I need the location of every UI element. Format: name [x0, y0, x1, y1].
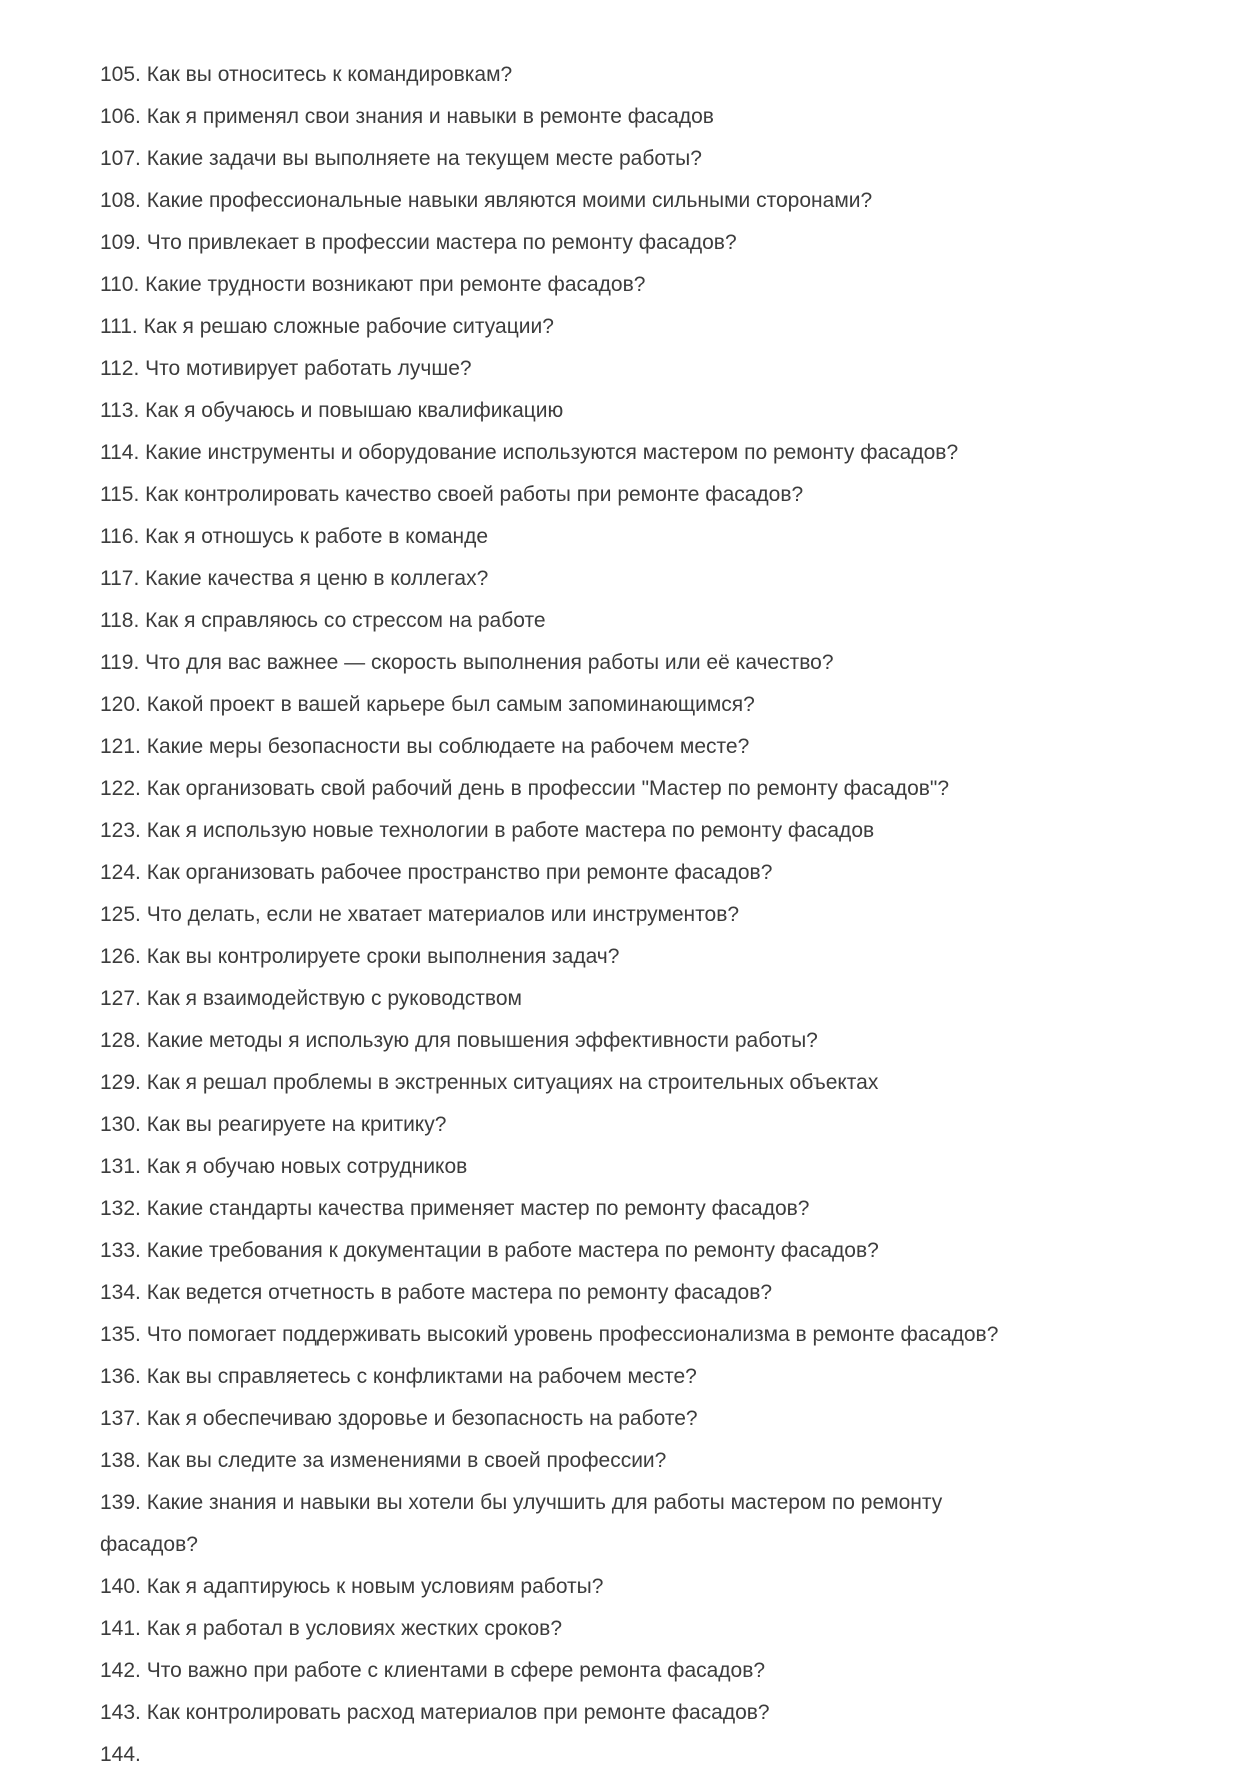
list-item: 141. Как я работал в условиях жестких сроков?	[100, 1617, 563, 1640]
list-item: 142. Что важно при работе с клиентами в сфере ремонта фасадов?	[100, 1659, 766, 1682]
list-item: 120. Какой проект в вашей карьере был самым запоминающимся?	[100, 693, 755, 716]
list-item: 114. Какие инструменты и оборудование используются мастером по ремонту фасадов?	[100, 441, 959, 464]
list-item: 143. Как контролировать расход материалов при ремонте фасадов?	[100, 1701, 770, 1724]
list-item: 117. Какие качества я ценю в коллегах?	[100, 567, 489, 590]
list-item: 132. Какие стандарты качества применяет мастер по ремонту фасадов?	[100, 1197, 810, 1220]
list-item: 126. Как вы контролируете сроки выполнения задач?	[100, 945, 620, 968]
list-item: 136. Как вы справляетесь с конфликтами на рабочем месте?	[100, 1365, 697, 1388]
list-item: 107. Какие задачи вы выполняете на текущем месте работы?	[100, 147, 702, 170]
list-item: 111. Как я решаю сложные рабочие ситуации?	[100, 315, 554, 338]
list-item-partial: 144.	[100, 1743, 141, 1766]
list-item: 131. Как я обучаю новых сотрудников	[100, 1155, 468, 1178]
list-item: 128. Какие методы я использую для повышения эффективности работы?	[100, 1029, 818, 1052]
list-item: 121. Какие меры безопасности вы соблюдаете на рабочем месте?	[100, 735, 750, 758]
list-item: 134. Как ведется отчетность в работе мастера по ремонту фасадов?	[100, 1281, 773, 1304]
list-item: 108. Какие профессиональные навыки являются моими сильными сторонами?	[100, 189, 873, 212]
list-item: 138. Как вы следите за изменениями в своей профессии?	[100, 1449, 667, 1472]
list-item: 105. Как вы относитесь к командировкам?	[100, 63, 513, 86]
list-item: 119. Что для вас важнее — скорость выполнения работы или её качество?	[100, 651, 834, 674]
list-item: 110. Какие трудности возникают при ремонте фасадов?	[100, 273, 646, 296]
list-item: 124. Как организовать рабочее пространство при ремонте фасадов?	[100, 861, 773, 884]
list-item: 112. Что мотивирует работать лучше?	[100, 357, 472, 380]
list-item: 116. Как я отношусь к работе в команде	[100, 525, 489, 548]
list-item: 113. Как я обучаюсь и повышаю квалификацию	[100, 399, 564, 422]
list-item: 140. Как я адаптируюсь к новым условиям работы?	[100, 1575, 604, 1598]
list-item: 139. Какие знания и навыки вы хотели бы улучшить для работы мастером по ремонту фасадов?	[100, 1491, 943, 1556]
list-item: 115. Как контролировать качество своей работы при ремонте фасадов?	[100, 483, 804, 506]
list-item: 125. Что делать, если не хватает материалов или инструментов?	[100, 903, 740, 926]
list-item: 123. Как я использую новые технологии в работе мастера по ремонту фасадов	[100, 819, 875, 842]
list-item: 133. Какие требования к документации в работе мастера по ремонту фасадов?	[100, 1239, 879, 1262]
list-item: 135. Что помогает поддерживать высокий уровень профессионализма в ремонте фасадов?	[100, 1323, 999, 1346]
list-item: 122. Как организовать свой рабочий день в профессии "Мастер по ремонту фасадов"?	[100, 777, 950, 800]
list-item: 109. Что привлекает в профессии мастера по ремонту фасадов?	[100, 231, 737, 254]
list-item: 118. Как я справляюсь со стрессом на работе	[100, 609, 546, 632]
list-item: 137. Как я обеспечиваю здоровье и безопасность на работе?	[100, 1407, 698, 1430]
list-item: 130. Как вы реагируете на критику?	[100, 1113, 447, 1136]
list-item: 106. Как я применял свои знания и навыки в ремонте фасадов	[100, 105, 714, 128]
list-item: 127. Как я взаимодействую с руководством	[100, 987, 522, 1010]
list-item: 129. Как я решал проблемы в экстренных ситуациях на строительных объектах	[100, 1071, 879, 1094]
